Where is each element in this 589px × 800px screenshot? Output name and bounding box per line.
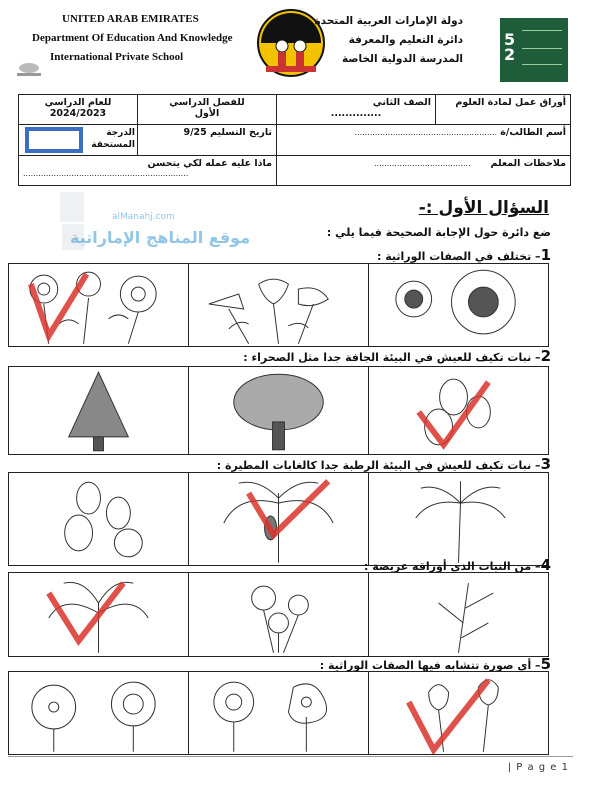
year-value: 2024/2023 xyxy=(49,108,107,119)
cactus-icon xyxy=(369,367,548,454)
question-1-label: – تختلف في الصفات الوراثية : xyxy=(377,250,541,263)
cactus-icon xyxy=(9,473,188,565)
pine-tree-icon xyxy=(9,367,188,454)
green-logo-number: 52 xyxy=(504,30,516,64)
sheet-title-cell xyxy=(436,95,571,125)
question-instruction: ضع دائرة حول الإجابة الصحيحة فيما يلي : xyxy=(326,226,551,239)
question-3-number: 3 xyxy=(540,455,551,473)
q3-option-cactus[interactable] xyxy=(9,473,188,565)
hibiscus-zinnia-icon xyxy=(9,672,188,754)
due-cell xyxy=(138,125,277,156)
question-3-label: – نبات تكيف للعيش في البيئة الرطبة جدا كالغابات المطيرة : xyxy=(216,459,541,472)
improve-field[interactable]: ................................................................. xyxy=(23,169,189,178)
grade-dots: .............. xyxy=(330,108,382,119)
student-label: أسم الطالب/ة xyxy=(500,127,566,138)
q4-option-daisy[interactable] xyxy=(188,573,368,656)
q5-option-hibiscus-zinnia[interactable] xyxy=(9,672,188,754)
question-5-label: – أي صورة تتشابه فيها الصفات الوراثية : xyxy=(319,659,541,672)
narrow-leaf-plant-icon xyxy=(369,573,548,656)
q1-option-sunflowers[interactable] xyxy=(368,264,548,346)
teacher-notes-cell xyxy=(277,156,571,186)
q4-option-broad-leaf-plant[interactable] xyxy=(9,573,188,656)
banana-plant-icon xyxy=(189,473,368,565)
question-4-number: 4 xyxy=(540,556,551,574)
header-en-country: UNITED ARAB EMIRATES xyxy=(62,13,199,25)
watermark-site: alManahj.com xyxy=(112,212,175,222)
tulips-icon xyxy=(369,672,548,754)
grade-label: الصف الثاني xyxy=(372,97,431,108)
header-arabic xyxy=(303,12,463,69)
question-1-text xyxy=(377,246,551,264)
daisy-icon xyxy=(189,573,368,656)
question-3-text xyxy=(217,455,551,473)
header-english xyxy=(32,10,242,67)
green-logo xyxy=(500,18,568,82)
q2-option-oak-tree[interactable] xyxy=(188,367,368,454)
grade-cell xyxy=(277,95,436,125)
student-cell xyxy=(277,125,571,156)
header-en-department: Department Of Education And Knowledge xyxy=(32,32,233,44)
question-5-number: 5 xyxy=(540,655,551,673)
zinnia-flower-icon xyxy=(189,672,368,754)
term-cell xyxy=(138,95,277,125)
palm-tree-icon xyxy=(369,473,548,565)
sheet-title: أوراق عمل لمادة العلوم xyxy=(455,97,566,108)
question-2-text xyxy=(243,347,551,365)
question-2-number: 2 xyxy=(540,347,551,365)
small-logo-icon xyxy=(14,60,44,82)
question-1-row xyxy=(8,263,549,347)
year-cell xyxy=(19,95,138,125)
question-3-row xyxy=(8,472,549,566)
q3-option-banana-plant[interactable] xyxy=(188,473,368,565)
q5-option-tulips[interactable] xyxy=(368,672,548,754)
question-5-row xyxy=(8,671,549,755)
term-value: الأول xyxy=(194,108,220,119)
question-4-label: – من النبات الذي أوراقه عريضة : xyxy=(363,560,541,573)
question-title: السؤال الأول :- xyxy=(418,198,549,218)
broad-leaf-plant-icon xyxy=(9,573,188,656)
q1-option-flowers-mixed[interactable] xyxy=(9,264,188,346)
header-ar-department: دائرة التعليم والمعرفة xyxy=(348,34,463,46)
improve-label: ماذا عليه عمله لكي يتحسن xyxy=(147,158,272,169)
watermark-name: موقع المناهج الإماراتية xyxy=(70,228,251,247)
q2-option-pine-tree[interactable] xyxy=(9,367,188,454)
question-2-label: – نبات تكيف للعيش في البيئة الجافة جدا مثل الصحراء : xyxy=(243,351,541,364)
header-ar-school: المدرسة الدولية الخاصة xyxy=(342,53,463,65)
header-en-school: International Private School xyxy=(50,51,184,63)
question-2-row xyxy=(8,366,549,455)
teacher-notes-field[interactable]: ...................................... xyxy=(374,159,471,168)
info-table xyxy=(18,94,571,186)
trumpet-flowers-icon xyxy=(189,264,368,346)
grade-score-box[interactable] xyxy=(25,127,83,153)
q3-option-palm-tree[interactable] xyxy=(368,473,548,565)
q2-option-cactus[interactable] xyxy=(368,367,548,454)
q1-option-trumpet-flowers[interactable] xyxy=(188,264,368,346)
question-1-number: 1 xyxy=(540,246,551,264)
question-4-row xyxy=(8,572,549,657)
header-ar-country: دولة الإمارات العربية المتحدة xyxy=(314,15,463,27)
page-number: | P a g e 1 xyxy=(507,762,569,773)
watermark-logo-icon xyxy=(60,188,260,258)
grade-due-label: الدرجة المستحقة xyxy=(91,128,135,150)
grade-due-cell xyxy=(19,125,138,156)
teacher-notes-label: ملاحظات المعلم xyxy=(490,158,566,169)
year-label: للعام الدراسي xyxy=(44,97,112,108)
term-label: للفصل الدراسي xyxy=(169,97,245,108)
q4-option-narrow-leaf-plant[interactable] xyxy=(368,573,548,656)
footer-divider xyxy=(8,756,573,757)
mixed-flowers-icon xyxy=(9,264,188,346)
student-name-field[interactable]: ........................................................ xyxy=(354,128,497,137)
oak-tree-icon xyxy=(189,367,368,454)
q5-option-zinnia-flower[interactable] xyxy=(188,672,368,754)
due-label: تاريخ التسليم 9/25 xyxy=(183,127,272,138)
improve-cell xyxy=(19,156,277,186)
sunflowers-icon xyxy=(369,264,548,346)
